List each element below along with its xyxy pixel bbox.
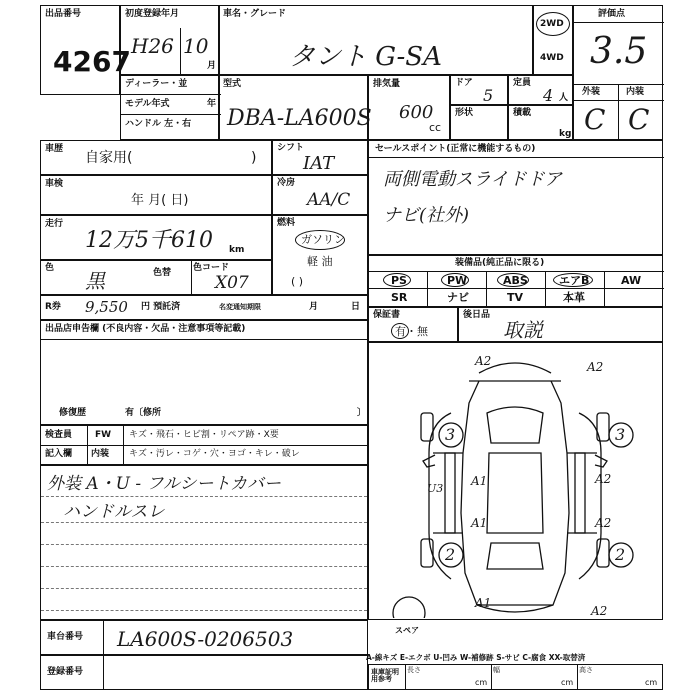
handle-label: ハンドル 左・右 <box>125 119 192 129</box>
mark-front-right: A2 <box>587 360 604 374</box>
load-label: 積載 <box>513 108 532 118</box>
repair-close: 〕 <box>357 408 367 418</box>
ac-box <box>272 175 368 215</box>
exterior-grade: C <box>584 103 606 136</box>
sales-line1: 両側電動スライドドア <box>383 169 562 190</box>
chassis-box <box>40 620 368 655</box>
mileage-label: 走行 <box>45 219 64 229</box>
equip-sr: SR <box>391 291 408 304</box>
color-label: 色 <box>45 263 55 273</box>
drive-box <box>533 5 573 75</box>
mark-right-door-front: A2 <box>595 472 612 486</box>
shift-label: シフト <box>277 143 305 153</box>
name-change-label: 名変通知期限 <box>219 303 261 311</box>
recycle-value: 9,550 <box>85 298 128 316</box>
month-unit: 月 <box>207 61 217 71</box>
shape-box <box>450 105 508 140</box>
capacity-label: 定員 <box>513 78 532 88</box>
height-label: 高さ <box>579 666 593 674</box>
manual-label: 後日品 <box>463 310 491 320</box>
exterior-label: 外装 <box>582 87 601 97</box>
ac-value: AA/C <box>307 190 351 210</box>
height-unit: cm <box>645 678 658 687</box>
inspection-value: 年 月( 日) <box>131 193 189 208</box>
fw-items: キズ・飛石・ヒビ割・リペア跡・X要 <box>129 430 279 440</box>
evaluation-box <box>573 5 663 140</box>
length-unit: cm <box>475 678 488 687</box>
inspection-label: 車検 <box>45 179 64 189</box>
sales-line2: ナビ(社外) <box>383 205 470 226</box>
equip-abs: ABS <box>503 274 528 287</box>
length-label: 長さ <box>407 666 421 674</box>
name-change-day: 日 <box>351 302 361 312</box>
shape-label: 形状 <box>455 108 474 118</box>
mark-right-rear: 2 <box>615 545 626 564</box>
capacity-unit: 人 <box>559 93 569 103</box>
history-value: 自家用( <box>85 150 133 166</box>
eval-score: 3.5 <box>590 31 648 72</box>
displacement-label: 排気量 <box>373 79 401 89</box>
remarks-header: 出品店申告欄 (不良内容・欠品・注意事項等記載) <box>45 324 246 334</box>
dealer-label: ディーラー・並 <box>125 79 188 89</box>
color-code-value: X07 <box>215 273 249 293</box>
inspection-box <box>40 175 272 215</box>
color-value: 黒 <box>85 269 105 293</box>
load-unit: kg <box>559 129 572 139</box>
recorder-label: 記入欄 <box>45 449 73 459</box>
fuel-paren: ( ) <box>291 275 304 288</box>
lot-number-label: 出品番号 <box>45 9 82 19</box>
dealer-box <box>120 75 220 140</box>
mark-left-rear: 2 <box>445 545 456 564</box>
shift-box <box>272 140 368 175</box>
manual-value: 取説 <box>503 318 543 342</box>
repair-label: 修復歴 <box>59 408 87 418</box>
interior-items: キズ・汚レ・コゲ・穴・ヨゴ・キレ・破レ <box>129 449 300 459</box>
notes-box <box>40 465 368 620</box>
history-box <box>40 140 272 175</box>
model-grade: タント G-SA <box>289 42 442 72</box>
mark-left-door-front: A1 <box>471 474 488 488</box>
lot-number: 4267 <box>53 45 131 78</box>
first-reg-label: 初度登録年月 <box>125 9 180 19</box>
equip-ps: PS <box>391 274 407 287</box>
interior-label: 内装 <box>626 87 645 97</box>
name-change-month: 月 <box>309 302 319 312</box>
door-box <box>450 75 508 105</box>
fuel-diesel: 軽 油 <box>307 255 333 268</box>
mark-right-door-rear: A2 <box>595 516 612 530</box>
door-value: 5 <box>483 86 494 105</box>
drive-4wd: 4WD <box>540 53 564 63</box>
size-box <box>368 664 663 690</box>
mileage-value: 12万5千610 <box>85 228 213 253</box>
recycle-box <box>40 295 368 320</box>
interior-grade: C <box>628 103 650 136</box>
inspector-box <box>40 425 368 465</box>
equip-tv: TV <box>507 291 524 304</box>
car-diagram <box>368 342 663 635</box>
fw-label: FW <box>95 430 112 440</box>
registration-box <box>40 655 368 690</box>
registration-label: 登録番号 <box>47 667 84 677</box>
inspector-label: 検査員 <box>45 430 73 440</box>
equip-navi: ナビ <box>447 291 469 304</box>
remarks-box <box>40 320 368 425</box>
width-unit: cm <box>561 678 574 687</box>
lot-number-box <box>40 5 131 95</box>
shift-value: IAT <box>303 153 335 174</box>
mark-front-left: A2 <box>475 354 492 368</box>
equipment-box <box>368 255 663 307</box>
warranty-label: 保証書 <box>373 310 401 320</box>
size-label: 車庫証明用参考 <box>371 668 399 683</box>
history-label: 車歴 <box>45 144 64 154</box>
model-grade-label: 車名・グレード <box>223 9 287 19</box>
model-year-suffix: 年 <box>207 99 217 109</box>
chassis-value: LA600S-0206503 <box>117 627 294 651</box>
spare-label: スペア <box>395 626 419 635</box>
sales-label: セールスポイント(正常に機能するもの) <box>375 144 536 154</box>
displacement-value: 600 <box>399 102 434 123</box>
drive-2wd: 2WD <box>540 19 564 29</box>
mark-right-fender: 3 <box>615 425 626 444</box>
equip-aw: AW <box>621 274 642 287</box>
equip-airbag: エアB <box>559 274 590 287</box>
type-box <box>218 75 372 140</box>
sales-point-box <box>368 140 663 255</box>
door-label: ドア <box>455 78 473 88</box>
color-box <box>40 260 272 295</box>
warranty-value: 有・無 <box>395 325 428 338</box>
mileage-box <box>40 215 272 260</box>
color-change-label: 色替 <box>153 268 172 278</box>
fuel-label: 燃料 <box>277 218 296 228</box>
legend-line: A-線キズ E-エクボ U-凹み W-補修跡 S-サビ C-腐食 XX-取替済 <box>366 653 586 662</box>
capacity-box <box>508 75 573 105</box>
eval-label: 評価点 <box>598 9 626 19</box>
mark-rear-left: A1 <box>475 596 492 610</box>
capacity-value: 4 <box>543 86 554 105</box>
notes-line1: 外装 A・U - フルシートカバー <box>47 474 281 494</box>
ac-label: 冷房 <box>277 178 296 188</box>
mark-left-fender: 3 <box>445 425 456 444</box>
displacement-box <box>368 75 450 140</box>
fuel-gas: ガソリン <box>301 233 345 246</box>
load-box <box>508 105 573 140</box>
first-reg-month: 10 <box>183 34 209 58</box>
repair-value: 有〔修所 <box>125 408 162 418</box>
mark-left-side: U3 <box>427 482 444 495</box>
first-registration-box <box>120 5 220 75</box>
chassis-label: 車台番号 <box>47 632 84 642</box>
recycle-label: R券 <box>45 302 61 312</box>
manual-box <box>458 307 663 342</box>
first-reg-year: H26 <box>131 34 174 58</box>
equip-leather: 本革 <box>563 291 585 304</box>
recycle-unit: 円 預託済 <box>141 302 181 312</box>
history-close: ) <box>251 150 257 166</box>
fuel-box <box>272 215 368 295</box>
equipment-label: 装備品(純正品に限る) <box>455 258 545 268</box>
km-unit: km <box>229 245 245 255</box>
equip-pw: PW <box>447 274 468 287</box>
type-value: DBA-LA600S <box>227 106 372 131</box>
inspector-interior-label: 内装 <box>91 449 110 459</box>
mark-left-door-rear: A1 <box>471 516 488 530</box>
model-grade-box <box>218 5 533 75</box>
car-outline <box>369 343 661 618</box>
warranty-box <box>368 307 458 342</box>
model-year-label: モデル年式 <box>125 99 170 109</box>
type-label: 型式 <box>223 79 242 89</box>
notes-line2: ハンドルスレ <box>63 502 165 522</box>
displacement-unit: cc <box>429 121 442 134</box>
color-code-label: 色コード <box>193 263 230 273</box>
width-label: 幅 <box>493 666 500 674</box>
mark-rear-right: A2 <box>591 604 608 618</box>
